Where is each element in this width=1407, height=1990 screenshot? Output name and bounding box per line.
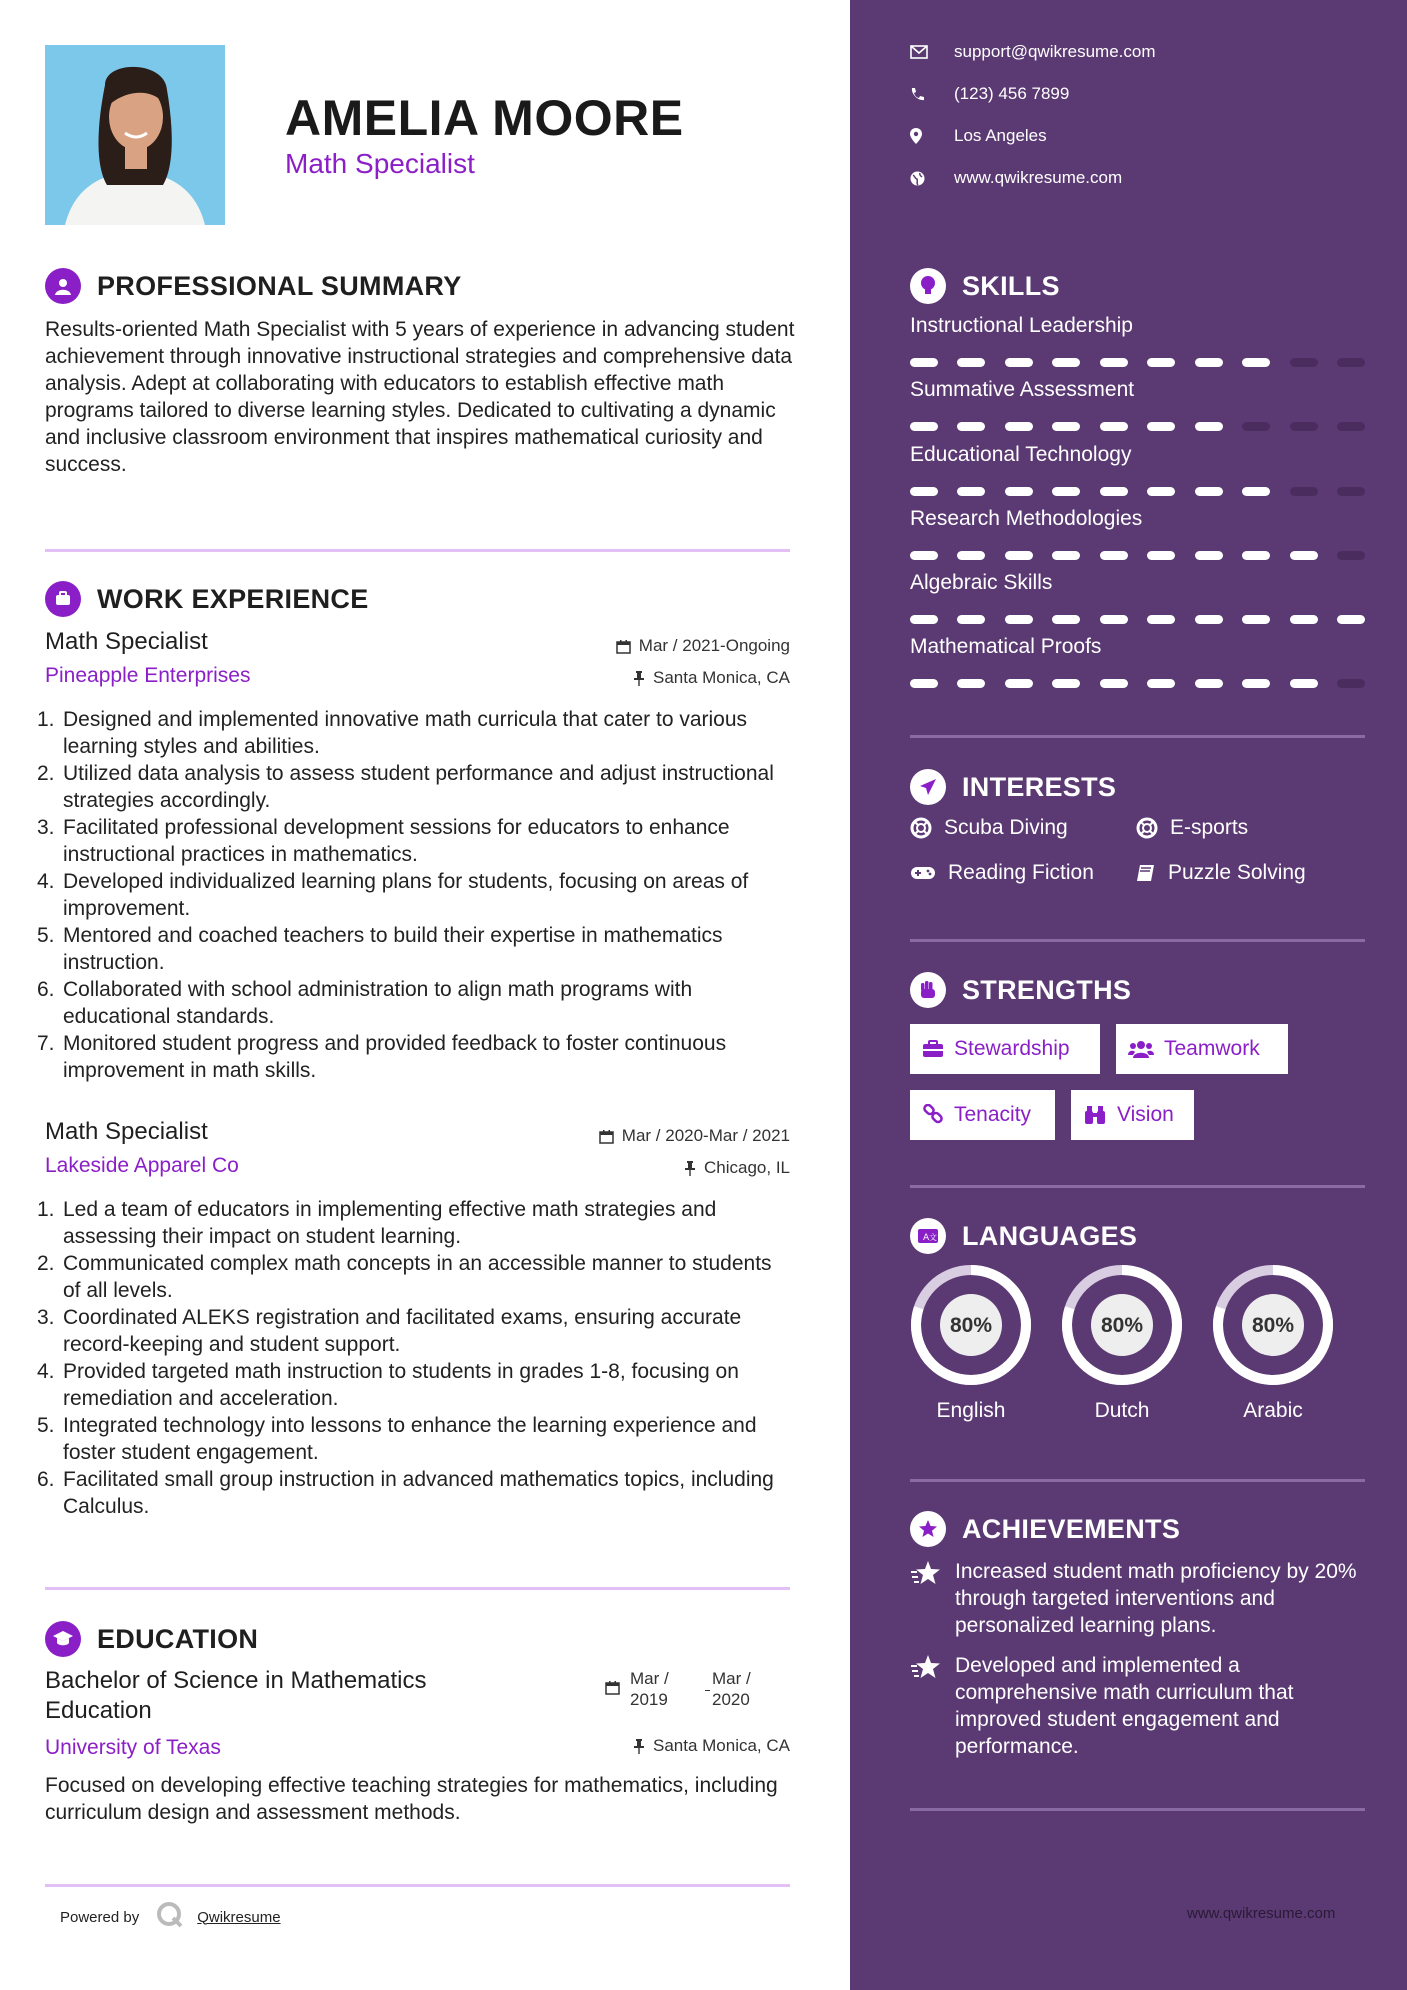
skill-level-dash xyxy=(957,615,985,624)
calendar-icon xyxy=(616,639,631,654)
job-entry xyxy=(37,1118,790,1538)
pin-icon xyxy=(633,671,645,686)
star-icon xyxy=(910,1654,942,1685)
language-percent: 80% xyxy=(949,1314,993,1337)
achievement-item xyxy=(910,1558,1370,1639)
languages-heading xyxy=(910,1218,1137,1254)
job-location-text: Santa Monica, CA xyxy=(652,668,790,687)
skill-level-dash xyxy=(1005,679,1033,688)
list-item: 3. Coordinated ALEKS registration and facilitated exams, ensuring accurate record-keeping and student support. xyxy=(37,1306,742,1356)
achievement-text: Developed and implemented a comprehensive math curriculum that improved student engagement and performance. xyxy=(955,1654,1294,1758)
interest-item xyxy=(1136,861,1306,885)
skill-level-dash xyxy=(1100,551,1128,560)
divider xyxy=(45,1587,790,1590)
skill-level-dash xyxy=(1290,679,1318,688)
strength-chip xyxy=(910,1024,1100,1074)
list-item: 2. Utilized data analysis to assess student performance and adjust instructional strategies accordingly. xyxy=(37,762,774,812)
skill-level-bar xyxy=(910,551,1365,560)
skill-level-dash xyxy=(1290,551,1318,560)
skill-level-dash xyxy=(1242,487,1270,496)
list-item: 2. Communicated complex math concepts in an accessible manner to students of all levels. xyxy=(37,1252,772,1302)
skill-level-dash xyxy=(910,487,938,496)
paper-plane-icon xyxy=(910,769,946,805)
summary-text: Results-oriented Math Specialist with 5 years of experience in advancing student achievement through innovative instructional strategies and comprehensive data analysis. Adept at collaborating with educators to establish effective math programs tailored to diverse learning styles. Dedicated to cultivating a dynamic and inclusive classroom environment that inspires mathematical curiosity and success. xyxy=(45,318,795,476)
star-badge-icon xyxy=(910,1511,946,1547)
svg-text:A: A xyxy=(923,1233,930,1243)
summary-heading-label: PROFESSIONAL SUMMARY xyxy=(97,270,462,301)
fist-icon xyxy=(910,972,946,1008)
degree-line: Education xyxy=(45,1697,152,1724)
calendar-icon xyxy=(599,1129,614,1144)
divider xyxy=(910,1808,1365,1811)
language-item xyxy=(1061,1264,1183,1423)
skill-level-dash xyxy=(1005,551,1033,560)
candidate-title: Math Specialist xyxy=(285,148,475,179)
lifebuoy-icon xyxy=(910,817,932,839)
languages-heading-label: LANGUAGES xyxy=(962,1220,1138,1251)
skill-item xyxy=(910,571,1365,595)
date-year: 2020 xyxy=(712,1690,750,1709)
skill-level-dash xyxy=(957,551,985,560)
contact-location-text: Los Angeles xyxy=(954,126,1047,145)
skill-item xyxy=(910,507,1365,531)
job-location xyxy=(633,668,790,688)
skill-level-dash xyxy=(957,358,985,367)
contact-location xyxy=(910,126,1047,146)
skill-name: Summative Assessment xyxy=(910,378,1135,401)
skill-level-dash xyxy=(1337,551,1365,560)
skill-level-dash xyxy=(910,679,938,688)
date-year: 2019 xyxy=(630,1690,668,1709)
sidebar xyxy=(850,0,1407,1990)
list-item: 4. Developed individualized learning plans for students, focusing on areas of improvement. xyxy=(37,870,749,920)
skill-level-dash xyxy=(1052,487,1080,496)
job-location-text: Chicago, IL xyxy=(704,1158,790,1177)
candidate-name: AMELIA MOORE xyxy=(285,90,684,146)
job-entry xyxy=(37,628,790,1088)
language-percent: 80% xyxy=(1100,1314,1144,1337)
divider xyxy=(910,735,1365,738)
strength-label: Vision xyxy=(1117,1103,1174,1126)
interest-item xyxy=(910,861,1094,885)
interests-heading xyxy=(910,769,1116,805)
lightbulb-icon xyxy=(910,268,946,304)
date-separator xyxy=(705,1690,710,1691)
skill-name: Research Methodologies xyxy=(910,507,1143,530)
book-icon xyxy=(1136,863,1156,883)
skill-level-dash xyxy=(1147,679,1175,688)
skill-level-dash xyxy=(1195,358,1223,367)
map-marker-icon xyxy=(910,128,932,144)
skill-level-dash xyxy=(1052,422,1080,431)
work-heading-label: WORK EXPERIENCE xyxy=(97,583,369,614)
skill-level-dash xyxy=(910,615,938,624)
skill-level-dash xyxy=(1290,487,1318,496)
briefcase-icon xyxy=(922,1040,944,1058)
list-item: 1. Designed and implemented innovative math curricula that cater to various learning styles and abilities. xyxy=(37,708,748,758)
school-name: University of Texas xyxy=(45,1736,221,1759)
briefcase-icon xyxy=(45,581,81,617)
skill-level-dash xyxy=(1147,487,1175,496)
skill-level-dash xyxy=(1290,358,1318,367)
skill-level-dash xyxy=(1147,551,1175,560)
job-dates xyxy=(616,636,790,656)
skill-level-dash xyxy=(1052,551,1080,560)
language-item xyxy=(1212,1264,1334,1423)
skill-level-bar xyxy=(910,679,1365,688)
date-month: Mar / xyxy=(630,1669,669,1688)
divider xyxy=(910,939,1365,942)
skill-item xyxy=(910,314,1365,338)
interest-label: Puzzle Solving xyxy=(1168,861,1306,884)
divider xyxy=(45,1884,790,1887)
skill-name: Educational Technology xyxy=(910,443,1132,466)
skill-level-dash xyxy=(1100,487,1128,496)
binoculars-icon xyxy=(1083,1105,1107,1125)
achievement-item xyxy=(910,1652,1370,1760)
language-item xyxy=(910,1264,1032,1423)
skill-level-dash xyxy=(1337,487,1365,496)
strength-chip xyxy=(910,1090,1055,1140)
skill-level-dash xyxy=(957,487,985,496)
language-name: Arabic xyxy=(1243,1399,1303,1422)
skill-level-dash xyxy=(1195,679,1223,688)
language-name: English xyxy=(936,1399,1006,1422)
strength-chip xyxy=(1116,1024,1288,1074)
svg-text:文: 文 xyxy=(929,1233,937,1242)
graduation-cap-icon xyxy=(45,1621,81,1657)
skill-item xyxy=(910,443,1365,467)
skill-level-bar xyxy=(910,358,1365,367)
work-heading xyxy=(45,581,369,617)
powered-by xyxy=(60,1900,281,1934)
skill-level-dash xyxy=(1337,679,1365,688)
list-item: 4. Provided targeted math instruction to students in grades 1-8, focusing on remediation and acceleration. xyxy=(37,1360,739,1410)
job-dates-text: Mar / 2020-Mar / 2021 xyxy=(621,1126,790,1145)
language-level-ring xyxy=(1212,1264,1334,1386)
users-icon xyxy=(1128,1040,1154,1058)
skill-name: Mathematical Proofs xyxy=(910,635,1102,658)
skill-level-dash xyxy=(1195,615,1223,624)
skill-level-dash xyxy=(1195,551,1223,560)
contact-website-text[interactable]: www.qwikresume.com xyxy=(954,168,1123,187)
skill-level-dash xyxy=(1005,358,1033,367)
divider xyxy=(910,1185,1365,1188)
achievements-heading xyxy=(910,1511,1180,1547)
link-icon xyxy=(922,1104,944,1126)
interest-item xyxy=(910,816,1068,840)
skill-level-dash xyxy=(1052,358,1080,367)
skill-level-dash xyxy=(1195,422,1223,431)
user-icon xyxy=(45,268,81,304)
list-item: 5. Integrated technology into lessons to enhance the learning experience and foster student engagement. xyxy=(37,1414,757,1464)
education-description: Focused on developing effective teaching strategies for mathematics, including curriculum design and assessment methods. xyxy=(45,1774,778,1824)
job-location xyxy=(684,1158,790,1178)
skill-level-dash xyxy=(1242,422,1270,431)
skill-item xyxy=(910,378,1365,402)
job-company: Pineapple Enterprises xyxy=(45,664,251,687)
skill-level-dash xyxy=(1100,679,1128,688)
translate-icon xyxy=(910,1218,946,1254)
job-bullets xyxy=(37,706,790,1084)
list-item: 6. Facilitated small group instruction in advanced mathematics topics, including Calculus. xyxy=(37,1468,774,1518)
calendar-icon xyxy=(605,1680,620,1700)
skill-level-dash xyxy=(1005,487,1033,496)
date-month: Mar / xyxy=(712,1669,751,1688)
interest-label: Scuba Diving xyxy=(944,816,1068,839)
education-end-date xyxy=(712,1668,751,1710)
powered-by-label: Powered by xyxy=(60,1908,140,1926)
contact-phone-text: (123) 456 7899 xyxy=(954,84,1070,103)
skill-level-dash xyxy=(910,358,938,367)
list-item: 5. Mentored and coached teachers to build their expertise in mathematics instruction. xyxy=(37,924,723,974)
skill-level-bar xyxy=(910,615,1365,624)
degree-line: Bachelor of Science in Mathematics xyxy=(45,1667,427,1694)
skill-level-dash xyxy=(1147,422,1175,431)
lifebuoy-icon xyxy=(1136,817,1158,839)
list-item: 7. Monitored student progress and provided feedback to foster continuous improvement in math skills. xyxy=(37,1032,727,1082)
skill-level-dash xyxy=(1052,615,1080,624)
qwikresume-link[interactable]: Qwikresume xyxy=(197,1908,281,1926)
education-entry xyxy=(45,1666,790,1836)
job-bullets xyxy=(37,1196,790,1520)
language-level-ring xyxy=(1061,1264,1183,1386)
list-item: 1. Led a team of educators in implementing effective math strategies and assessing their impact on student learning. xyxy=(37,1198,717,1248)
skill-level-bar xyxy=(910,422,1365,431)
phone-icon xyxy=(910,87,932,102)
skill-level-dash xyxy=(1242,358,1270,367)
contact-email-text[interactable]: support@qwikresume.com xyxy=(954,42,1156,61)
skills-heading xyxy=(910,268,1060,304)
strength-chip xyxy=(1071,1090,1194,1140)
interests-heading-label: INTERESTS xyxy=(962,771,1117,802)
star-icon xyxy=(910,1560,942,1591)
education-location-text: Santa Monica, CA xyxy=(652,1736,790,1755)
skill-level-dash xyxy=(1337,422,1365,431)
list-item: 6. Collaborated with school administration to align math programs with educational standards. xyxy=(37,978,693,1028)
job-dates-text: Mar / 2021-Ongoing xyxy=(638,636,790,655)
skills-heading-label: SKILLS xyxy=(962,270,1060,301)
skill-level-dash xyxy=(1005,422,1033,431)
skill-level-dash xyxy=(1100,615,1128,624)
skill-level-dash xyxy=(1100,422,1128,431)
skill-level-dash xyxy=(1290,422,1318,431)
skill-level-dash xyxy=(1100,358,1128,367)
degree-title xyxy=(45,1666,427,1726)
divider xyxy=(45,549,790,552)
job-role: Math Specialist xyxy=(45,1118,208,1145)
skill-level-dash xyxy=(1290,615,1318,624)
interest-label: E-sports xyxy=(1170,816,1249,839)
qwikresume-logo-icon xyxy=(155,1900,185,1934)
job-dates xyxy=(599,1126,790,1146)
skill-level-dash xyxy=(1147,358,1175,367)
profile-photo xyxy=(45,45,225,225)
skill-level-dash xyxy=(1337,358,1365,367)
education-heading xyxy=(45,1621,258,1657)
footer-website[interactable]: www.qwikresume.com xyxy=(1187,1905,1336,1922)
skill-item xyxy=(910,635,1365,659)
skill-level-dash xyxy=(910,422,938,431)
skill-name: Algebraic Skills xyxy=(910,571,1053,594)
strength-label: Stewardship xyxy=(954,1037,1070,1060)
language-name: Dutch xyxy=(1094,1399,1150,1422)
pin-icon xyxy=(684,1161,696,1176)
skill-level-dash xyxy=(957,679,985,688)
divider xyxy=(910,1479,1365,1482)
education-heading-label: EDUCATION xyxy=(97,1623,259,1654)
skill-level-dash xyxy=(1242,679,1270,688)
skill-name: Instructional Leadership xyxy=(910,314,1133,337)
achievement-text: Increased student math proficiency by 20% through targeted interventions and personalized learning plans. xyxy=(955,1560,1357,1637)
job-role: Math Specialist xyxy=(45,628,208,655)
strengths-heading-label: STRENGTHS xyxy=(962,974,1132,1005)
language-level-ring xyxy=(910,1264,1032,1386)
contact-phone xyxy=(910,84,1069,104)
skill-level-dash xyxy=(910,551,938,560)
globe-icon xyxy=(910,171,932,186)
skill-level-dash xyxy=(957,422,985,431)
education-start-date xyxy=(630,1668,669,1710)
skill-level-dash xyxy=(1147,615,1175,624)
job-company: Lakeside Apparel Co xyxy=(45,1154,239,1177)
skill-level-dash xyxy=(1242,615,1270,624)
list-item: 3. Facilitated professional development sessions for educators to enhance instructional practices in mathematics. xyxy=(37,816,730,866)
strengths-heading xyxy=(910,972,1131,1008)
language-percent: 80% xyxy=(1251,1314,1295,1337)
skill-level-dash xyxy=(1337,615,1365,624)
skill-level-dash xyxy=(1195,487,1223,496)
skill-level-bar xyxy=(910,487,1365,496)
education-location xyxy=(633,1736,790,1756)
summary-heading xyxy=(45,268,462,304)
contact-email xyxy=(910,42,1156,62)
pin-icon xyxy=(633,1739,645,1754)
achievements-heading-label: ACHIEVEMENTS xyxy=(962,1513,1181,1544)
gamepad-icon xyxy=(910,865,936,881)
contact-website xyxy=(910,168,1122,188)
interest-item xyxy=(1136,816,1248,840)
envelope-icon xyxy=(910,45,932,59)
strength-label: Teamwork xyxy=(1164,1037,1260,1060)
interest-label: Reading Fiction xyxy=(948,861,1094,884)
strength-label: Tenacity xyxy=(954,1103,1032,1126)
skill-level-dash xyxy=(1242,551,1270,560)
skill-level-dash xyxy=(1005,615,1033,624)
skill-level-dash xyxy=(1052,679,1080,688)
